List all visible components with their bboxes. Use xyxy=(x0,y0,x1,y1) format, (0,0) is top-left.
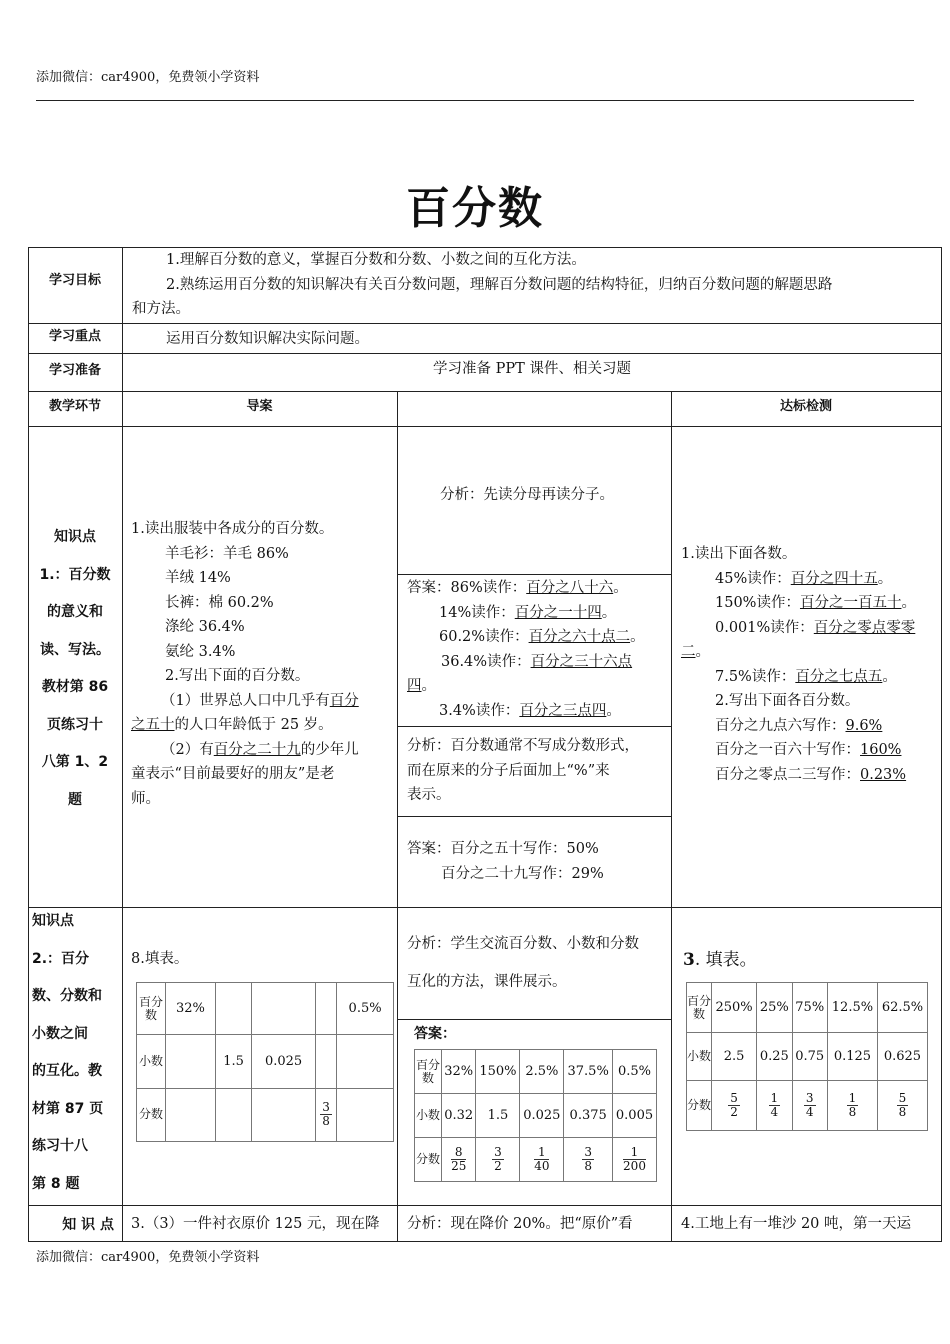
k3-guide: 3.（3）一件衬衣原价 125 元，现在降 xyxy=(131,1216,380,1232)
k2-answer-label: 答案： xyxy=(414,1026,456,1042)
k1-answer-1: 答案：86%读作：百分之八十六。 14%读作：百分之一十四。 60.2%读作：百分之六十点二。 36.4%读作：百分之三十六点 四。 3.4%读作：百分之三点四。 xyxy=(407,580,645,719)
prep-text: 学习准备 PPT 课件、相关习题 xyxy=(433,361,631,377)
k3-check: 4.工地上有一堆沙 20 吨，第一天运 xyxy=(681,1216,912,1232)
k1-check: 1.读出下面各数。 45%读作：百分之四十五。 150%读作：百分之一百五十。 0.001%读作：百分之零点零零 二。 7.5%读作：百分之七点五。 2.写出下面各百分数。 百分之九点六写作：9.6% 百分之一百六十写作：160% 百分之零点二三写作：0.23% xyxy=(681,546,916,783)
k2-check-table: 百分数 250% 25% 75% 12.5% 62.5% 小数 2.5 0.25 0.75 0.125 0.625 分数 $\frac{5}{2}$ $\frac{1}{4}$ $\frac{3}{4}$ $\frac{1}{8}$ $\frac{5}{8}$ xyxy=(686,982,928,1131)
goal-label: 学习目标 xyxy=(48,273,101,288)
page-title: 百分数 xyxy=(406,183,544,234)
k1-analysis-2: 分析：百分数通常不写成分数形式， 而在原来的分子后面加上“%”来 表示。 xyxy=(407,738,639,803)
k2-answer-table: 百分数 32% 150% 2.5% 37.5% 0.5% 小数 0.32 1.5 0.025 0.375 0.005 分数 $\frac{8}{25}$ $\frac{3}{2}$ $\frac{1}{40}$ $\frac{3}{8}$ $\frac{1}{200}$ xyxy=(414,1049,657,1182)
k2-label: 知识点 2.：百分 数、分数和 小数之间 的互化。教 材第 87 页 练习十八 第 8 题 xyxy=(32,913,104,1192)
guide-label: 导案 xyxy=(246,399,273,414)
k2-question: 8.填表。 xyxy=(131,951,189,967)
k1-analysis-1: 分析：先读分母再读分子。 xyxy=(440,487,614,503)
prep-label: 学习准备 xyxy=(48,363,101,378)
check-label: 达标检测 xyxy=(779,399,832,414)
k3-analysis: 分析：现在降价 20%。把“原价”看 xyxy=(407,1216,633,1232)
header-rule xyxy=(36,100,914,101)
k2-analysis: 分析：学生交流百分数、小数和分数 互化的方法，课件展示。 xyxy=(407,936,639,990)
k1-answer-2: 答案：百分之五十写作：50% 百分之二十九写作：29% xyxy=(407,841,604,882)
stage-label: 教学环节 xyxy=(48,399,101,414)
footer-watermark: 添加微信：car4900，免费领小学资料 xyxy=(36,1250,260,1265)
k1-label: 知识点 1.：百分数 的意义和 读、写法。 教材第 86 页练习十 八第 1、2 题 xyxy=(39,529,111,808)
focus-label: 学习重点 xyxy=(48,329,101,344)
lesson-table xyxy=(28,247,942,1242)
goal-text: 1.理解百分数的意义，掌握百分数和分数、小数之间的互化方法。 2.熟练运用百分数的知识解决有关百分数问题，理解百分数问题的结构特征，归纳百分数问题的解题思路 和方法。 xyxy=(132,252,833,317)
focus-text: 运用百分数知识解决实际问题。 xyxy=(166,331,369,347)
k1-guide: 1.读出服装中各成分的百分数。 羊毛衫：羊毛 86% 羊绒 14% 长裤：棉 60.2% 涤纶 36.4% 氨纶 3.4% 2.写出下面的百分数。 （1）世界总人口中几乎有百分 之五十的人口年龄低于 25 岁。 （2）有百分之二十九的少年儿 童表示“目前最要好的朋友”是老 师。 xyxy=(131,521,359,807)
k2-exercise-table: 百分数 32% 0.5% 小数 1.5 0.025 分数 $\frac{3}{8}$ xyxy=(136,982,394,1142)
header-watermark: 添加微信：car4900，免费领小学资料 xyxy=(36,70,260,85)
k2-check-question: 3. 填表。 xyxy=(683,950,757,970)
k3-label: 知 识 点 xyxy=(62,1217,114,1233)
